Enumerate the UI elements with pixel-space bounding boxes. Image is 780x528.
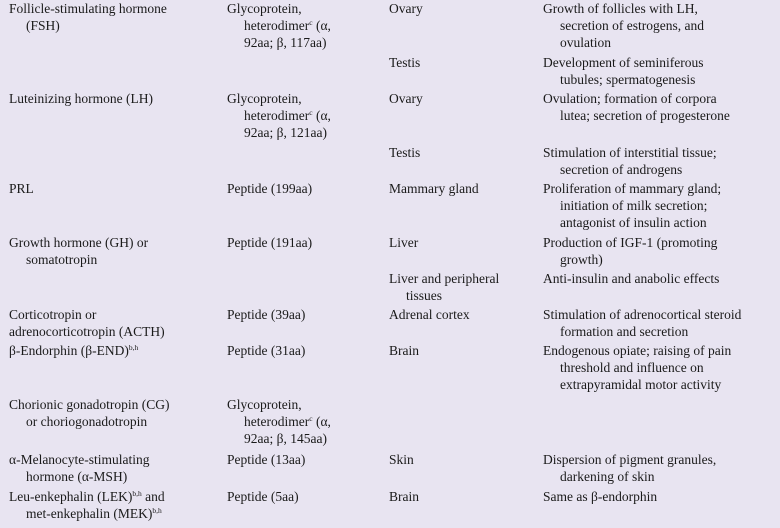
function-cell: Development of seminiferous tubules; spermatogenesis <box>543 55 704 87</box>
footnote-marker: b,h <box>128 343 139 352</box>
structure-cell: Peptide (191aa) <box>227 235 313 250</box>
footnote-marker: b,h <box>132 489 142 498</box>
footnote-marker: b,h <box>152 506 162 515</box>
hormone-name-cell: Leu-enkephalin (LEK)$^{b,h}$ and met-enkephalin (MEK)$^{b,h}$ <box>9 489 165 521</box>
target-cell: Ovary <box>389 91 423 106</box>
function-cell: Proliferation of mammary gland; initiation of milk secretion; antagonist of insulin action <box>543 181 722 230</box>
function-cell: Endogenous opiate; raising of pain threshold and influence on extrapyramidal motor activity <box>543 343 732 392</box>
structure-cell: Glycoprotein, heterodimer$^c$ (α, 92aa; β, 117aa) <box>227 1 331 50</box>
structure-cell: Glycoprotein, heterodimer$^c$ (α, 92aa; β, 145aa) <box>227 397 331 446</box>
hormone-name-cell: α-Melanocyte-stimulating hormone (α-MSH) <box>9 452 150 484</box>
target-cell: Liver <box>389 235 419 250</box>
target-cell: Liver and peripheral tissues <box>389 271 500 303</box>
function-cell: Anti-insulin and anabolic effects <box>543 271 720 286</box>
structure-cell: Glycoprotein, heterodimer$^c$ (α, 92aa; β, 121aa) <box>227 91 331 140</box>
structure-cell: Peptide (5aa) <box>227 489 299 504</box>
function-cell: Dispersion of pigment granules, darkening of skin <box>543 452 717 484</box>
target-cell: Skin <box>389 452 414 467</box>
hormone-name-cell: Luteinizing hormone (LH) <box>9 91 153 106</box>
footnote-marker: c <box>309 108 313 117</box>
footnote-marker: c <box>309 414 313 423</box>
hormone-name-cell: Chorionic gonadotropin (CG) or choriogonadotropin <box>9 397 170 429</box>
function-cell: Production of IGF-1 (promoting growth) <box>543 235 718 267</box>
structure-cell: Peptide (31aa) <box>227 343 306 358</box>
footnote-marker: c <box>309 18 313 27</box>
function-cell: Ovulation; formation of corpora lutea; secretion of progesterone <box>543 91 730 123</box>
target-cell: Testis <box>389 145 421 160</box>
structure-cell: Peptide (199aa) <box>227 181 313 196</box>
structure-cell: Peptide (39aa) <box>227 307 306 322</box>
function-cell: Same as β-endorphin <box>543 489 658 504</box>
hormone-name-cell: Corticotropin or adrenocorticotropin (ACTH) <box>9 307 165 339</box>
function-cell: Stimulation of adrenocortical steroid formation and secretion <box>543 307 742 339</box>
function-cell: Stimulation of interstitial tissue; secretion of androgens <box>543 145 717 177</box>
hormone-name-cell: PRL <box>9 181 34 196</box>
target-cell: Mammary gland <box>389 181 479 196</box>
target-cell: Ovary <box>389 1 423 16</box>
target-cell: Testis <box>389 55 421 70</box>
structure-cell: Peptide (13aa) <box>227 452 306 467</box>
hormone-name-cell: Follicle-stimulating hormone (FSH) <box>9 1 167 33</box>
function-cell: Growth of follicles with LH, secretion of estrogens, and ovulation <box>543 1 704 50</box>
target-cell: Brain <box>389 489 419 504</box>
hormone-name-cell: Growth hormone (GH) or somatotropin <box>9 235 149 267</box>
target-cell: Brain <box>389 343 419 358</box>
target-cell: Adrenal cortex <box>389 307 470 322</box>
hormone-name-cell: β-Endorphin $(\beta-END)^{b,h}$ <box>9 343 139 358</box>
